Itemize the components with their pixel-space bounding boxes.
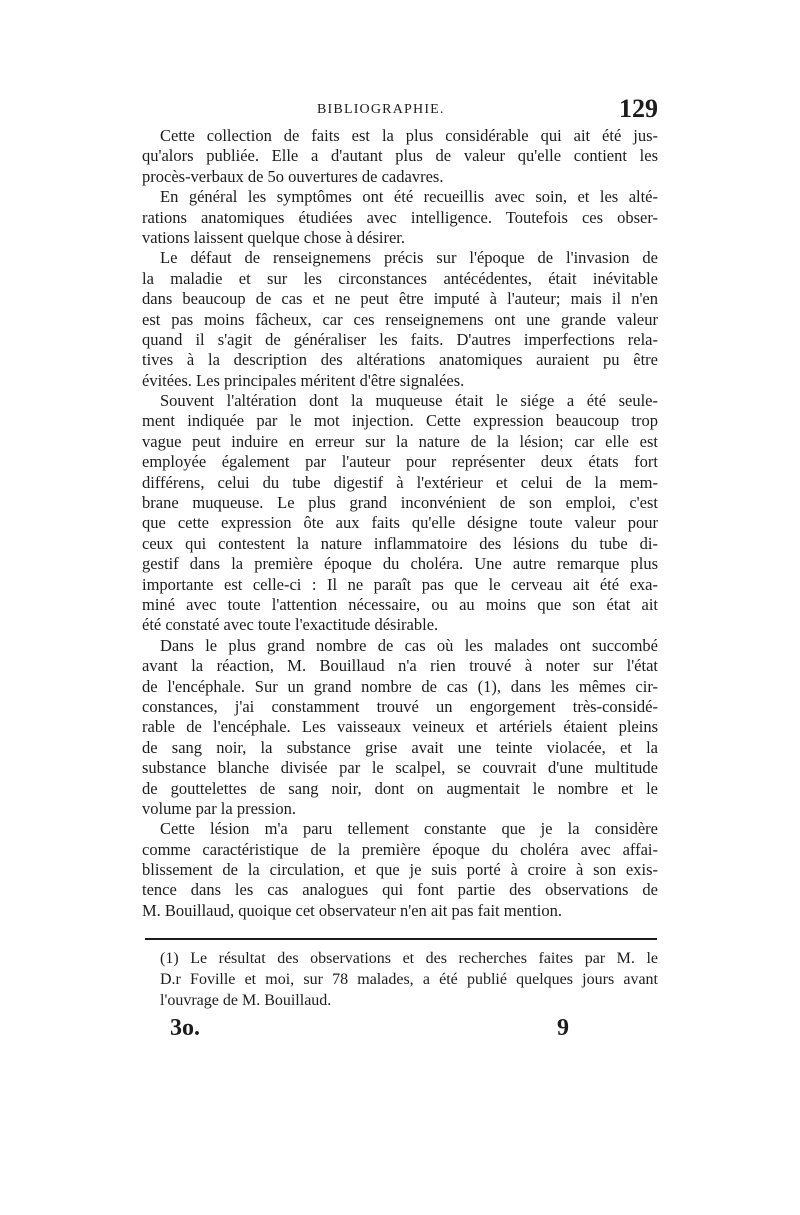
text-line: comme caractéristique de la première époque du choléra avec affai-	[142, 839, 658, 859]
text-line: quand il s'agit de généraliser les faits. D'autres imperfections rela-	[142, 329, 658, 349]
text-line: rations anatomiques étudiées avec intelligence. Toutefois ces obser-	[142, 207, 658, 227]
text-line: vations laissent quelque chose à désirer.	[142, 227, 406, 247]
text-line: la maladie et sur les circonstances antécédentes, était inévitable	[142, 268, 658, 288]
text-line: évitées. Les principales méritent d'être signalées.	[142, 370, 465, 390]
text-line: avant la réaction, M. Bouillaud n'a rien trouvé à noter sur l'état	[142, 656, 658, 676]
running-head: BIBLIOGRAPHIE.	[317, 102, 445, 117]
signature-mark-left: 3o.	[170, 1015, 200, 1041]
text-line: substance blanche divisée par le scalpel, se couvrait d'une multitude	[142, 758, 658, 778]
text-line: dans beaucoup de cas et ne peut être imputé à l'auteur; mais il n'en	[142, 289, 658, 309]
text-line: En général les symptômes ont été recueillis avec soin, et les alté-	[160, 187, 658, 207]
footnote	[160, 948, 658, 1011]
text-line: gestif dans la première époque du choléra. Une autre remarque plus	[142, 554, 658, 574]
text-line: importante est celle-ci : Il ne paraît pas que le cerveau ait été exa-	[142, 574, 658, 594]
text-line: vague peut induire en erreur sur la nature de la lésion; car elle est	[142, 431, 658, 451]
text-line: ment indiquée par le mot injection. Cette expression beaucoup trop	[142, 411, 658, 431]
footnote-line: (1) Le résultat des observations et des recherches faites par M. le	[160, 950, 658, 967]
text-line: ceux qui contestent la nature inflammatoire des lésions du tube di-	[142, 533, 658, 553]
text-line: brane muqueuse. Le plus grand inconvénient de son emploi, c'est	[142, 493, 658, 513]
text-line: procès-verbaux de 5o ouvertures de cadavres.	[142, 166, 444, 186]
text-line: Souvent l'altération dont la muqueuse était le siége a été seule-	[160, 391, 658, 411]
text-line: blissement de la circulation, et que je suis porté à croire à son exis-	[142, 860, 658, 880]
text-line: été constaté avec toute l'exactitude désirable.	[142, 615, 439, 635]
text-line: de gouttelettes de sang noir, dont on augmentait le nombre et le	[142, 778, 658, 798]
text-line: qu'alors publiée. Elle a d'autant plus de valeur qu'elle contient les	[142, 146, 658, 166]
text-line: que cette expression ôte aux faits qu'elle désigne toute valeur pour	[142, 513, 658, 533]
text-line: miné avec toute l'attention nécessaire, ou au moins que son état ait	[142, 594, 658, 614]
text-line: M. Bouillaud, quoique cet observateur n'en ait pas fait mention.	[142, 900, 562, 920]
text-line: constances, j'ai constamment trouvé un engorgement très-considé-	[142, 696, 658, 716]
text-line: différens, celui du tube digestif à l'extérieur et celui de la mem-	[142, 472, 658, 492]
footnote-line: D.r Foville et moi, sur 78 malades, a été publié quelques jours avant	[160, 971, 658, 988]
text-line: rable de l'encéphale. Les vaisseaux veineux et artériels étaient pleins	[142, 717, 658, 737]
text-line: tence dans les cas analogues qui font partie des observations de	[142, 880, 658, 900]
footnote-line: l'ouvrage de M. Bouillaud.	[160, 992, 332, 1009]
text-line: Dans le plus grand nombre de cas où les malades ont succombé	[160, 635, 658, 655]
text-line: Cette collection de faits est la plus considérable qui ait été jus-	[160, 126, 658, 145]
page-number: 129	[619, 94, 658, 123]
text-line: de l'encéphale. Sur un grand nombre de cas (1), dans les mêmes cir-	[142, 676, 658, 696]
text-line: tives à la description des altérations anatomiques auraient pu être	[142, 350, 658, 370]
text-line: est pas moins fâcheux, car ces renseignemens ont une grande valeur	[142, 309, 658, 329]
body-text	[142, 126, 658, 921]
text-line: employée également par l'auteur pour représenter deux états fort	[142, 452, 658, 472]
signature-mark-right: 9	[557, 1015, 569, 1041]
page-header	[142, 94, 658, 126]
footnote-rule	[145, 938, 657, 940]
text-line: volume par la pression.	[142, 798, 296, 818]
text-line: Cette lésion m'a paru tellement constante que je la considère	[160, 819, 658, 839]
text-line: de sang noir, la substance grise avait une teinte violacée, et la	[142, 737, 658, 757]
text-line: Le défaut de renseignemens précis sur l'époque de l'invasion de	[160, 248, 658, 268]
